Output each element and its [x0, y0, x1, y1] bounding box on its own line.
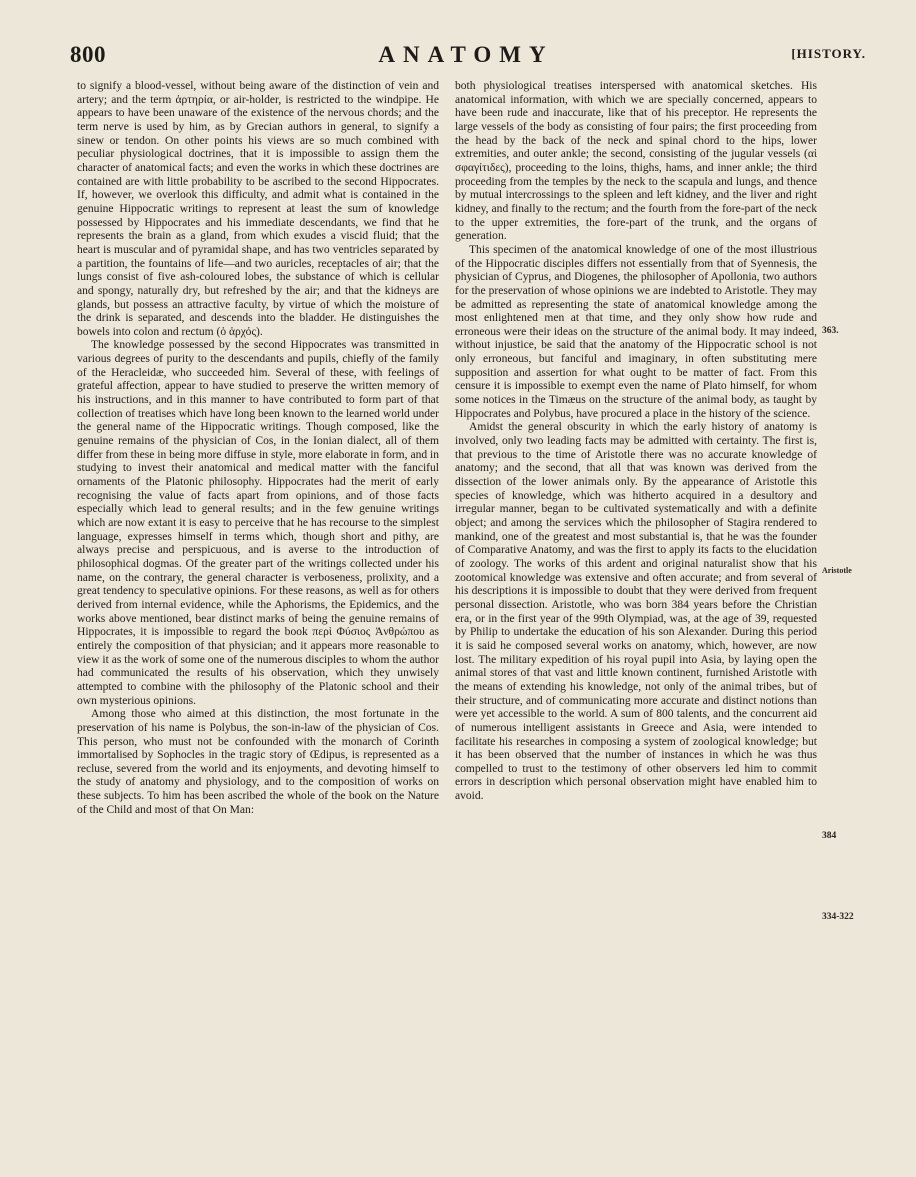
paragraph: The knowledge possessed by the second Hippocrates was transmitted in various degrees of purity to the descendants and pupils, chiefly of the family of the Heracleidæ, who succeeded him. Several of these, with feelings of grateful affection, appear to have studied to preserve the written memory of his instructions, and in this manner to have contributed to form part of that collection of treatises which have long been known to the learned world under the general name of the Hippocratic writings. Though composed, like the genuine remains of the physician of Cos, in the Ionian dialect, all of them differ from these in being more diffuse in style, more elaborate in form, and in studying to invest their anatomical and medical matter with the fanciful ornaments of the Platonic philosophy. Hippocrates had the merit of early recognising the value of facts apart from opinions, and of those facts especially which lead to general results; and in the few genuine writings which are now extant it is easy to perceive that he has recourse to the simplest language, expresses himself in terms which, though short and pithy, are always precise and perspicuous, and is averse to the introduction of philosophical dogmas. Of the greater part of the writings collected under his name, on the contrary, the general character is verboseness, prolixity, and a great tendency to speculative opinions. For these reasons, as well as for others derived from internal evidence, while the Aphorisms, the Epidemics, and the works above mentioned, bear distinct marks of being the genuine remains of Hippocrates, it is impossible to regard the book περὶ Φύσιος Ἀνθρώπου as entirely the composition of that physician; and it appears more reasonable to view it as the work of some one of the numerous disciples to whom the author had communicated the results of his observation, which they unwisely attempted to combine with the philosophy of the Platonic school and their own mysterious opinions.	[77, 339, 439, 707]
left-column	[77, 80, 439, 817]
paragraph: This specimen of the anatomical knowledge of one of the most illustrious of the Hippocratic disciples differs not essentially from that of Syennesis, the physician of Cyprus, and Diogenes, the philosopher of Apollonia, two authors for the preservation of whose opinions we are indebted to Aristotle. They may be admitted as representing the state of anatomical knowledge among the most enlightened men at that time, and they only show how rude and erroneous were their ideas on the structure of the animal body. It may indeed, without injustice, be said that the anatomy of the Hippocratic school is not only erroneous, but fanciful and imaginary, in often substituting mere supposition and assertion for what ought to be matter of fact. From this censure it is impossible to exempt even the name of Plato himself, for whom some notices in the Timæus on the structure of the animal body, as taught by Hippocrates and Polybus, have procured a place in the history of the science.	[455, 243, 817, 420]
page-header	[66, 40, 866, 74]
paragraph: Among those who aimed at this distinction, the most fortunate in the preservation of his name is Polybus, the son-in-law of the physician of Cos. This person, who must not be confounded with the monarch of Corinth immortalised by Sophocles in the tragic story of Œdipus, is represented as a recluse, severed from the world and its enjoyments, and devoting himself to the study of anatomy and physiology, and to the composition of works on these subjects. To him has been ascribed the whole of the book on the Nature of the Child and most of that On Man:	[77, 708, 439, 816]
margin-note: 363.	[822, 326, 839, 336]
paragraph: to signify a blood-vessel, without being aware of the distinction of vein and artery; and the term ἀρτηρία, or air-holder, is restricted to the windpipe. He appears to have been unaware of the existence of the nervous chords; and the term nerve is used by him, as by Grecian authors in general, to signify a sinew or tendon. On other points his views are so much combined with peculiar physiological doctrines, that it is impossible to assign them the character of anatomical facts; and even the works in which these doctrines are contained are with little probability to be ascribed to the second Hippocrates. If, however, we overlook this difficulty, and admit what is contained in the genuine Hippocratic writings to represent at least the sum of knowledge possessed by Hippocrates and his immediate descendants, we find that he represents the brain as a gland, from which exudes a viscid fluid; that the heart is muscular and of pyramidal shape, and has two ventricles separated by a partition, the fountains of life—and two auricles, receptacles of air; that the lungs consist of five ash-coloured lobes, the substance of which is cellular and spongy, naturally dry, but refreshed by the air; and that the kidneys are glands, but possess an attractive faculty, by virtue of which the moisture of the drink is separated, and descends into the bladder. He distinguishes the bowels into colon and rectum (ὁ ἀρχός).	[77, 80, 439, 338]
running-title: ANATOMY	[378, 42, 554, 67]
margin-note: 334-322	[822, 912, 854, 922]
right-column	[455, 80, 817, 804]
margin-note: 384	[822, 831, 837, 841]
paragraph: Amidst the general obscurity in which the early history of anatomy is involved, only two leading facts may be admitted with certainty. The first is, that previous to the time of Aristotle there was no accurate knowledge of anatomy; and the second, that all that was known was derived from the dissection of the lower animals only. By the appearance of Aristotle this species of knowledge, which was hitherto acquired in a desultory and irregular manner, began to be cultivated systematically and with a definite object; and among the services which the philosopher of Stagira rendered to mankind, one of the greatest and most substantial is, that he was the founder of Comparative Anatomy, and was the first to apply its facts to the elucidation of zoology. The works of this ardent and original naturalist show that his zootomical knowledge was extensive and often accurate; and from several of his descriptions it is impossible to doubt that they were derived from frequent personal dissection. Aristotle, who was born 384 years before the Christian era, or in the first year of the 99th Olympiad, was, at the age of 39, requested by Philip to undertake the education of his son Alexander. During this period it is said he composed several works on anatomy, which, however, are now lost. The military expedition of his royal pupil into Asia, by laying open the animal stores of that vast and little known continent, furnished Aristotle with the means of extending his knowledge, not only of the animal tribes, but of their structure, and of communicating more accurate and distinct notions than were yet accessible to the world. A sum of 800 talents, and the concurrent aid of numerous intelligent assistants in Greece and Asia, were intended to facilitate his researches in composing a system of zoological knowledge; but it has been observed that the number of instances in which he was thus compelled to trust to the testimony of other observers led him to commit errors in description which personal observation might have enabled him to avoid.	[455, 421, 817, 803]
section-tag: [HISTORY.	[791, 46, 866, 61]
margin-note: Aristotle	[822, 566, 852, 575]
page-number: 800	[70, 42, 106, 67]
paragraph: both physiological treatises interspersed with anatomical sketches. His anatomical information, with which we are specially concerned, appears to have been rude and inaccurate, like that of his preceptor. He represents the large vessels of the body as consisting of four pairs; the first proceeding from the head by the back of the neck and spinal chord to the hips, lower extremities, and outer ankle; the second, consisting of the jugular vessels (αἱ σφαγίτιδες), proceeding to the loins, thighs, hams, and inner ankle; the third proceeding from the temples by the neck to the scapula and lungs, and thence by mutual intercrossings to the spleen and left kidney, and the liver and right kidney, and finally to the rectum; and the fourth from the fore-part of the neck to the upper extremities, the fore-part of the trunk, and the organs of generation.	[455, 80, 817, 243]
